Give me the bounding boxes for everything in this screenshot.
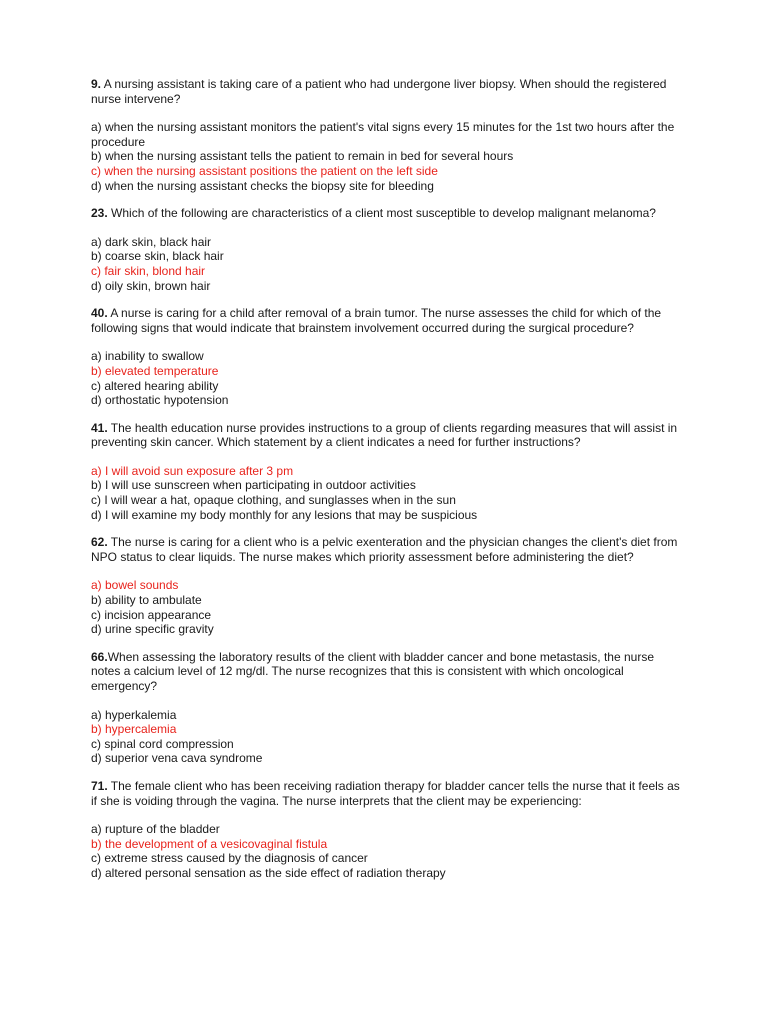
question-item [91, 306, 681, 408]
question-text: Which of the following are characteristics of a client most susceptible to develop malignant melanoma? [107, 206, 656, 221]
answer-option: a) rupture of the bladder [91, 822, 220, 837]
answer-option: c) incision appearance [91, 607, 212, 622]
question-number: 41. [91, 420, 108, 435]
answer-options [91, 349, 681, 407]
question-number: 40. [91, 306, 108, 321]
question-item [91, 421, 681, 523]
question-item [91, 206, 681, 293]
answer-option: c) fair skin, blond hair [91, 263, 206, 278]
question-number: 62. [91, 535, 108, 550]
answer-options [91, 235, 681, 293]
question-number: 66. [91, 649, 108, 664]
answer-options [91, 464, 681, 522]
answer-option: a) when the nursing assistant monitors the patient's vital signs every 15 minutes for the 1st two hours after the procedure [91, 120, 675, 149]
answer-option: a) inability to swallow [91, 349, 204, 364]
question-text: A nurse is caring for a child after removal of a brain tumor. The nurse assesses the child for which of the following signs that would indicate that brainstem involvement occurred during the surgical procedure? [91, 306, 662, 335]
answer-option: d) oily skin, brown hair [91, 278, 211, 293]
question-list [91, 77, 681, 894]
question-number: 23. [91, 206, 108, 221]
answer-options [91, 708, 681, 766]
answer-option: c) I will wear a hat, opaque clothing, and sunglasses when in the sun [91, 493, 456, 508]
answer-option: b) the development of a vesicovaginal fistula [91, 836, 328, 851]
answer-options [91, 822, 681, 880]
answer-option: a) dark skin, black hair [91, 234, 212, 249]
question-item [91, 779, 681, 881]
answer-option: c) when the nursing assistant positions the patient on the left side [91, 163, 438, 178]
question-stem [91, 206, 681, 221]
question-text: The health education nurse provides instructions to a group of clients regarding measures that will assist in preventing skin cancer. Which statement by a client indicates a need for further instructions? [91, 420, 678, 450]
answer-option: d) superior vena cava syndrome [91, 751, 263, 766]
answer-option: b) when the nursing assistant tells the patient to remain in bed for several hours [91, 149, 514, 164]
answer-option: b) coarse skin, black hair [91, 249, 224, 264]
answer-option: c) altered hearing ability [91, 378, 219, 393]
question-item [91, 535, 681, 637]
answer-options [91, 120, 681, 193]
question-text: A nursing assistant is taking care of a patient who had undergone liver biopsy. When should the registered nurse intervene? [91, 77, 667, 106]
question-text: The nurse is caring for a client who is a pelvic exenteration and the physician changes the client's diet from NPO status to clear liquids. The nurse makes which priority assessment before administering the diet? [91, 535, 678, 564]
question-stem [91, 421, 681, 450]
answer-option: b) hypercalemia [91, 722, 177, 737]
answer-option: d) when the nursing assistant checks the biopsy site for bleeding [91, 178, 434, 193]
answer-option: a) I will avoid sun exposure after 3 pm [91, 463, 294, 478]
answer-options [91, 578, 681, 636]
answer-option: b) ability to ambulate [91, 593, 202, 608]
answer-option: d) orthostatic hypotension [91, 393, 229, 408]
question-stem [91, 306, 681, 335]
question-number: 9. [91, 77, 102, 91]
question-text: The female client who has been receiving radiation therapy for bladder cancer tells the nurse that it feels as if she is voiding through the vagina. The nurse interprets that the client may be experiencing: [91, 778, 680, 808]
question-item [91, 650, 681, 766]
question-item [91, 77, 681, 193]
question-text: When assessing the laboratory results of the client with bladder cancer and bone metastasis, the nurse notes a calcium level of 12 mg/dl. The nurse recognizes that this is consistent with which oncological emergency? [91, 649, 654, 693]
question-stem [91, 535, 681, 564]
answer-option: c) spinal cord compression [91, 736, 234, 751]
answer-option: d) altered personal sensation as the side effect of radiation therapy [91, 865, 446, 880]
answer-option: d) urine specific gravity [91, 622, 214, 637]
answer-option: b) elevated temperature [91, 363, 219, 378]
question-number: 71. [91, 778, 108, 793]
answer-option: d) I will examine my body monthly for any lesions that may be suspicious [91, 507, 478, 522]
question-stem [91, 650, 681, 694]
question-stem [91, 779, 681, 808]
answer-option: b) I will use sunscreen when participating in outdoor activities [91, 478, 416, 493]
answer-option: c) extreme stress caused by the diagnosis of cancer [91, 851, 368, 866]
question-stem [91, 77, 681, 106]
answer-option: a) hyperkalemia [91, 707, 177, 722]
answer-option: a) bowel sounds [91, 578, 179, 593]
